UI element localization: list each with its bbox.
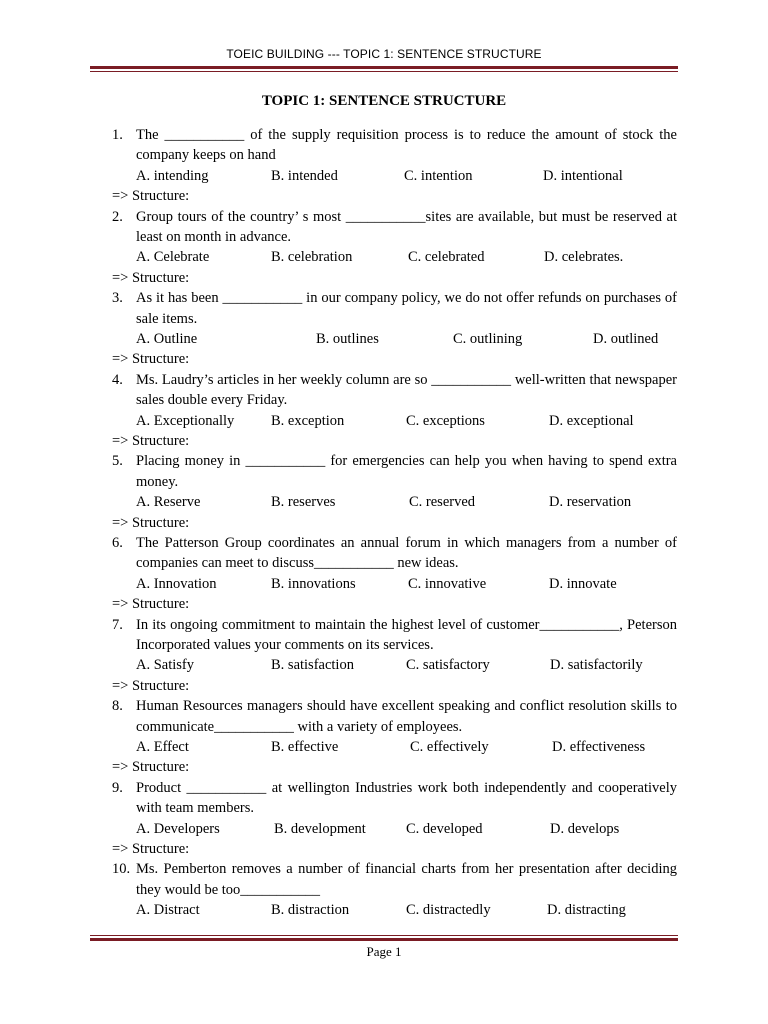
answer-option: C. effectively [410,738,489,755]
answer-option: B. development [274,820,366,837]
structure-label: => Structure: [112,840,190,857]
question-text: Product ___________ at wellington Industries work both independently and cooperatively with team members. [136,779,677,817]
answer-option: C. developed [406,820,483,837]
question-text: Placing money in ___________ for emergencies can help you when having to spend extra money. [136,453,677,490]
question-text: As it has been ___________ in our company policy, we do not offer refunds on purchases of sale items. [136,290,677,327]
question-item [112,207,677,289]
answer-options [112,655,677,675]
question-text-block [112,125,677,166]
question-text-block [112,370,677,411]
question-text-block [112,533,677,574]
answer-option: A. Effect [136,738,189,755]
question-item [112,696,677,778]
question-text: Ms. Laudry’s articles in her weekly column are so ___________ well-written that newspaper sales double every Friday. [136,371,677,409]
structure-label: => Structure: [112,596,190,613]
question-text: In its ongoing commitment to maintain the highest level of customer___________, Peterson Incorporated values your comments on its services. [136,616,677,653]
question-list [112,125,677,921]
question-number: 10. [112,861,131,878]
answer-option: B. effective [271,738,339,755]
answer-options [112,819,677,839]
answer-option: A. Reserve [136,494,201,511]
question-text-block [112,778,677,819]
answer-option: D. develops [550,820,620,837]
question-text-block [112,288,677,329]
question-text: The ___________ of the supply requisition process is to reduce the amount of stock the company keeps on hand [136,127,677,164]
question-text-block [112,696,677,737]
question-number: 4. [112,371,123,388]
answer-options [112,574,677,594]
page-title: TOPIC 1: SENTENCE STRUCTURE [261,93,507,109]
answer-option: D. distracting [547,902,626,919]
answer-option: A. Developers [136,820,220,837]
answer-option: C. intention [404,167,473,184]
answer-options [112,900,677,920]
answer-options [112,737,677,757]
answer-option: D. exceptional [549,412,634,429]
answer-options [112,247,677,267]
question-text-block [112,451,677,492]
question-item [112,125,677,207]
question-number: 5. [112,453,123,470]
question-text: Ms. Pemberton removes a number of financial charts from her presentation after deciding they would be too___________ [136,861,677,898]
question-number: 9. [112,779,123,796]
footer-rule-thin [90,935,678,936]
answer-option: D. intentional [543,167,623,184]
answer-option: D. innovate [549,575,617,592]
answer-option: C. distractedly [406,902,491,919]
question-item [112,615,677,697]
question-item [112,288,677,370]
question-item [112,451,677,533]
question-text-block [112,615,677,656]
answer-option: C. exceptions [406,412,485,429]
answer-option: B. innovations [271,575,356,592]
answer-option: A. intending [136,167,209,184]
structure-label: => Structure: [112,351,190,368]
question-text-block [112,207,677,248]
question-number: 3. [112,290,123,307]
answer-option: B. celebration [271,249,353,266]
answer-options [112,166,677,186]
header-rule-thin [90,71,678,72]
question-number: 1. [112,127,123,143]
answer-option: B. satisfaction [271,657,354,674]
answer-options [112,411,677,431]
question-item [112,859,677,920]
answer-option: B. intended [271,167,338,184]
structure-label: => Structure: [112,432,190,449]
structure-label: => Structure: [112,514,190,531]
answer-option: C. celebrated [408,249,485,266]
answer-option: D. satisfactorily [550,657,643,674]
answer-option: D. outlined [593,331,659,347]
question-item [112,778,677,860]
question-item [112,370,677,452]
question-text: Human Resources managers should have excellent speaking and conflict resolution skills to communicate___________ with a variety of employees. [136,698,677,735]
structure-label: => Structure: [112,188,190,205]
answer-option: D. celebrates. [544,249,624,266]
question-number: 8. [112,698,123,715]
answer-option: A. Distract [136,902,200,919]
answer-option: C. satisfactory [406,657,490,674]
answer-option: A. Exceptionally [136,412,235,429]
answer-option: C. outlining [453,331,523,347]
header-rule-thick [90,66,678,69]
answer-option: B. reserves [271,494,336,511]
structure-label: => Structure: [112,269,190,286]
answer-option: B. exception [271,412,345,429]
answer-option: B. outlines [316,331,379,347]
answer-option: C. reserved [409,494,476,511]
answer-options [112,492,677,512]
page-number: Page 1 [366,944,402,959]
answer-option: B. distraction [271,902,350,919]
answer-option: A. Celebrate [136,249,210,266]
question-text: The Patterson Group coordinates an annual forum in which managers from a number of companies can meet to discuss___________ new ideas. [136,534,677,572]
answer-option: A. Outline [136,331,198,347]
answer-option: D. effectiveness [552,738,646,755]
question-text: Group tours of the country’ s most ___________sites are available, but must be reserved at least on month in advance. [136,208,677,245]
footer-rule-thick [90,938,678,941]
question-number: 2. [112,208,123,225]
structure-label: => Structure: [112,759,190,776]
question-item [112,533,677,615]
structure-label: => Structure: [112,677,190,694]
question-number: 6. [112,534,123,551]
answer-option: D. reservation [549,494,632,511]
question-text-block [112,859,677,900]
question-number: 7. [112,616,123,633]
answer-options [112,329,677,349]
answer-option: C. innovative [408,575,487,592]
answer-option: A. Innovation [136,575,217,592]
answer-option: A. Satisfy [136,657,194,674]
header-text: TOEIC BUILDING --- TOPIC 1: SENTENCE STRUCTURE [226,47,542,61]
